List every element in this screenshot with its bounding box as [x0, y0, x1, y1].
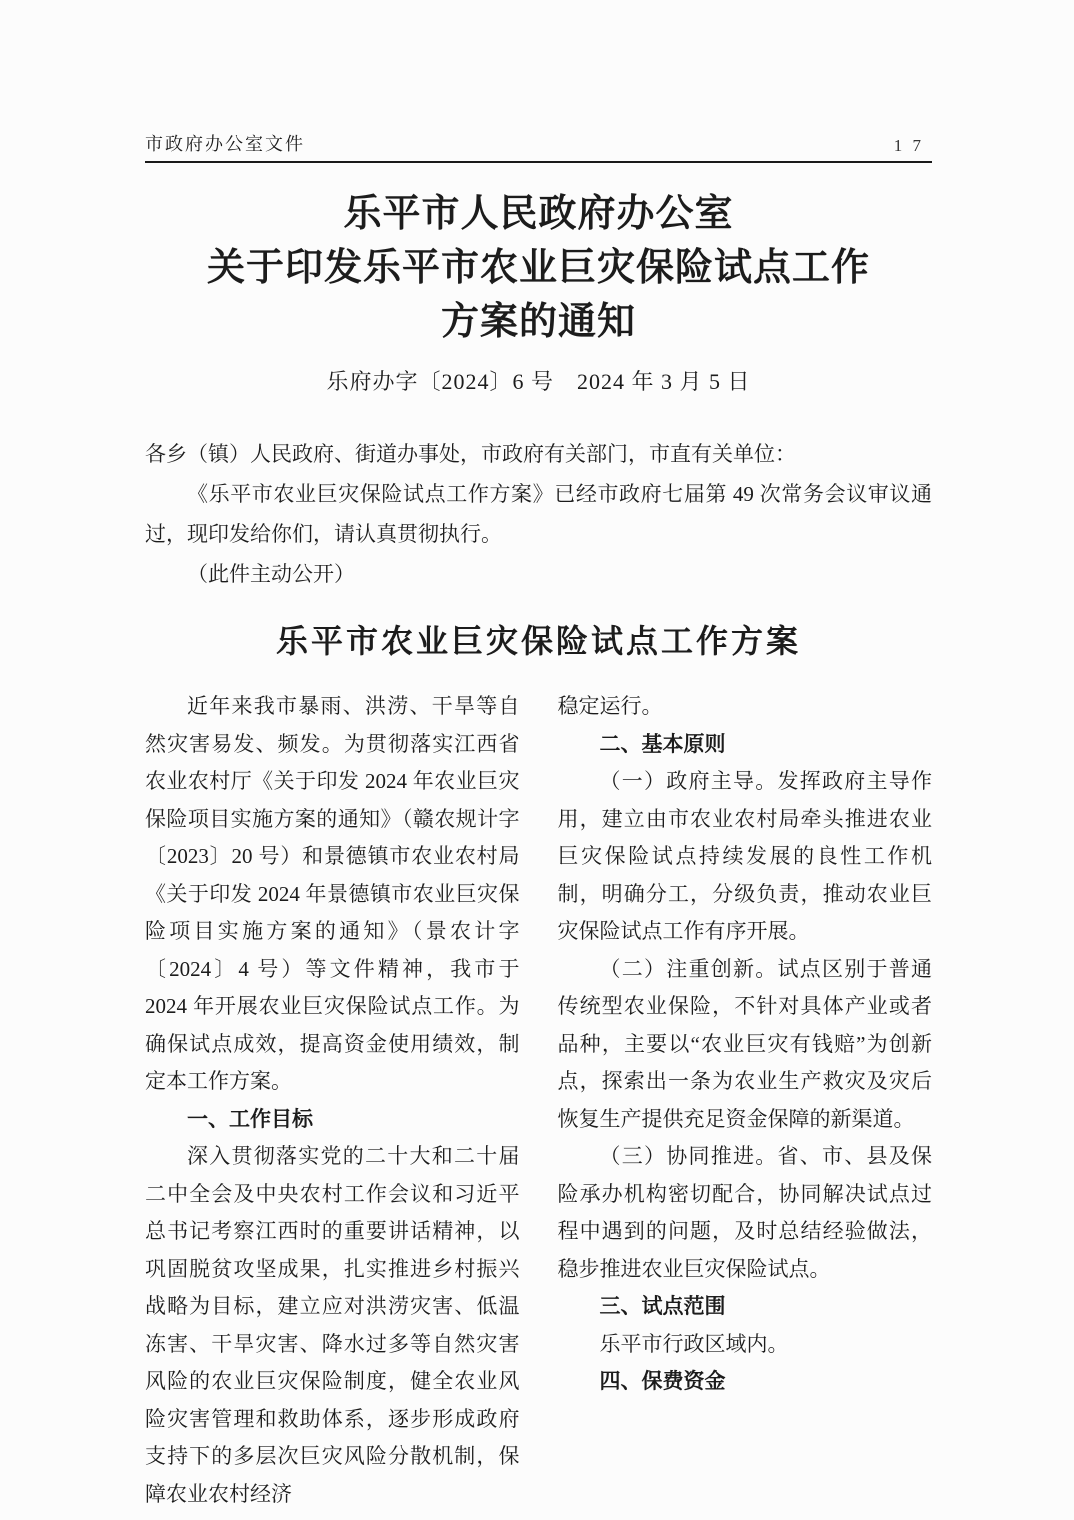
- disclosure-note: （此件主动公开）: [187, 562, 355, 586]
- doc-number-date-line: 乐府办字〔2024〕6 号 2024 年 3 月 5 日: [326, 369, 751, 394]
- principle-item-2: [558, 951, 933, 1139]
- two-column-body: [145, 688, 932, 1513]
- paragraph-work-goal: 深入贯彻落实党的二十大和二十届二中全会及中央农村工作会议和习近平总书记考察江西时的重要讲话精神，以巩固脱贫攻坚成果，扎实推进乡村振兴战略为目标，建立应对洪涝灾害、低温冻害、干旱灾害、降水过多等自然灾害风险的农业巨灾保险制度，健全农业风险灾害管理和救助体系，逐步形成政府支持下的多层次巨灾风险分散机制，保障农业农村经济: [145, 1144, 520, 1506]
- principle-item-1-lead: （一）政府主导。: [599, 769, 778, 793]
- salutation-line: 各乡（镇）人民政府、街道办事处，市政府有关部门，市直有关单位：: [145, 442, 796, 466]
- document-title: [145, 187, 932, 349]
- column-left: [145, 688, 520, 1513]
- intro-section: [145, 434, 932, 594]
- section-heading-2: 二、基本原则: [599, 732, 726, 756]
- principle-item-1: [558, 763, 933, 951]
- section-heading-3: 三、试点范围: [599, 1295, 726, 1318]
- intro-paragraph: 《乐平市农业巨灾保险试点工作方案》已经市政府七届第 49 次常务会议审议通过，现印发给你们，请认真贯彻执行。: [145, 482, 932, 546]
- principle-item-2-lead: （二）注重创新。: [599, 956, 778, 981]
- plan-title: 乐平市农业巨灾保险试点工作方案: [275, 623, 801, 659]
- principle-item-1-text: 发挥政府主导作用，建立由市农业农村局牵头推进农业巨灾保险试点持续发展的良性工作机制，明确分工，分级负责，推动农业巨灾保险试点工作有序开展。: [557, 769, 932, 943]
- paragraph-continuation: 稳定运行。: [557, 694, 663, 718]
- column-right: [558, 688, 933, 1513]
- section-heading-1: 一、工作目标: [187, 1107, 313, 1131]
- title-line-3: 方案的通知: [440, 301, 636, 343]
- principle-item-2-text: 试点区别于普通传统型农业保险，不针对具体产业或者品种，主要以“农业巨灾有钱赔”为创新点，探索出一条为农业生产救灾及灾后恢复生产提供充足资金保障的新渠道。: [557, 956, 932, 1131]
- page-number: 1 7: [893, 136, 924, 155]
- principle-item-3-lead: （三）协同推进。: [599, 1144, 778, 1168]
- paragraph-background: 近年来我市暴雨、洪涝、干旱等自然灾害易发、频发。为贯彻落实江西省农业农村厅《关于印发 2024 年农业巨灾保险项目实施方案的通知》（赣农规计字〔2023〕20 号）和景德镇市农业农村局《关于印发 2024 年景德镇市农业巨灾保险项目实施方案的通知》（景农计字〔2024〕4 号）等文件精神，我市于 2024 年开展农业巨灾保险试点工作。为确保试点成效，提高资金使用绩效，制定本工作方案。: [145, 694, 520, 1093]
- paragraph-pilot-scope: 乐平市行政区域内。: [599, 1331, 789, 1356]
- header-label: 市政府办公室文件: [145, 134, 305, 154]
- document-header: [145, 130, 932, 163]
- section-heading-4: 四、保费资金: [599, 1370, 726, 1393]
- principle-item-3-text: 省、市、县及保险承办机构密切配合，协同解决试点过程中遇到的问题，及时总结经验做法，稳步推进农业巨灾保险试点。: [557, 1144, 932, 1281]
- title-line-1: 乐平市人民政府办公室: [343, 193, 734, 235]
- title-line-2: 关于印发乐平市农业巨灾保险试点工作: [206, 247, 870, 289]
- principle-item-3: [558, 1138, 933, 1288]
